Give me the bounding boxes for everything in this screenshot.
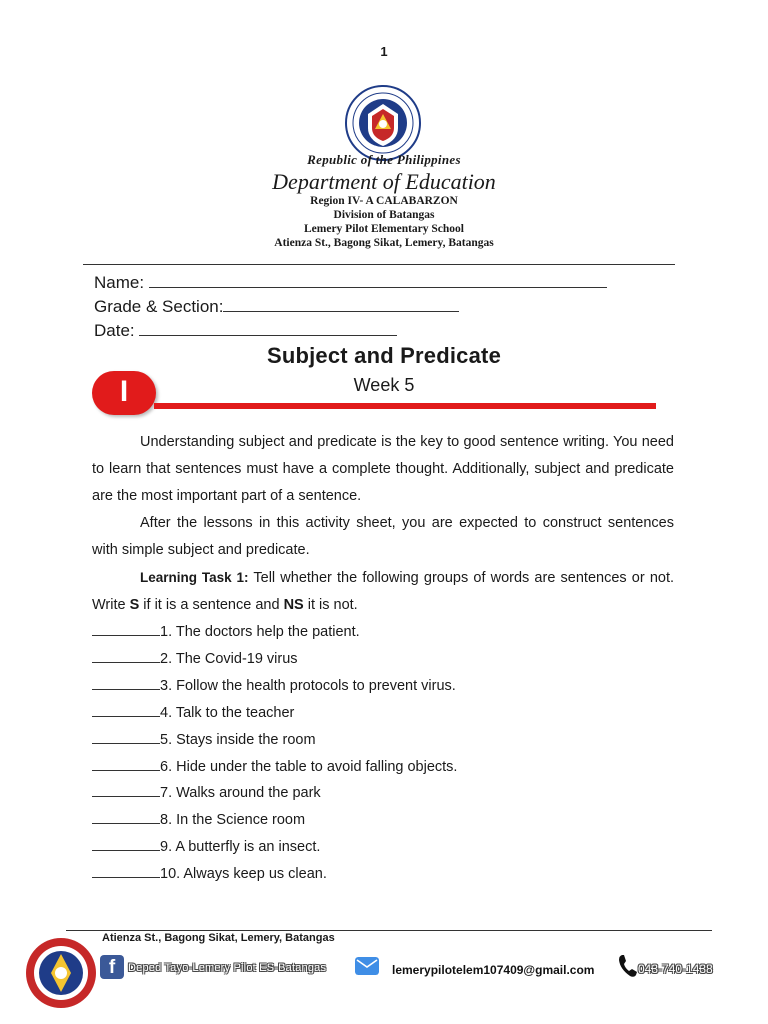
- mail-icon: [355, 957, 379, 975]
- answer-blank[interactable]: [92, 758, 160, 771]
- badge-letter: I: [119, 375, 129, 408]
- name-blank[interactable]: [149, 273, 607, 288]
- list-item: 2. The Covid-19 virus: [92, 650, 298, 667]
- page-number: 1: [380, 44, 388, 59]
- email-link[interactable]: lemerypilotelem107409@gmail.com: [392, 963, 595, 977]
- answer-blank[interactable]: [92, 838, 160, 851]
- answer-blank[interactable]: [92, 731, 160, 744]
- school-logo-icon: [24, 936, 98, 1010]
- list-item: 7. Walks around the park: [92, 784, 321, 801]
- task-label: Learning Task 1:: [140, 570, 249, 585]
- sentence-code: S: [129, 597, 140, 613]
- answer-blank[interactable]: [92, 865, 160, 878]
- task-instruction: Learning Task 1: Tell whether the following groups of words are sentences or not. Write S if it is a sentence and NS it is not.: [92, 570, 674, 613]
- worksheet-title: Subject and Predicate: [266, 343, 502, 368]
- date-label: Date:: [94, 321, 135, 340]
- footer-divider: [66, 930, 712, 931]
- list-item: 4. Talk to the teacher: [92, 704, 294, 721]
- answer-blank[interactable]: [92, 811, 160, 824]
- intro-paragraph-1: Understanding subject and predicate is the key to good sentence writing. You need to learn that sentences must have a complete thought. Additionally, subject and predicate are the most important part of a sentence.: [92, 434, 674, 504]
- list-item: 6. Hide under the table to avoid falling objects.: [92, 758, 457, 775]
- republic-heading: Republic of the Philippines: [307, 152, 461, 167]
- introduction-badge: [92, 371, 156, 415]
- phone-icon: [616, 953, 640, 979]
- answer-blank[interactable]: [92, 623, 160, 636]
- grade-section-field: [94, 297, 459, 317]
- answer-blank[interactable]: [92, 650, 160, 663]
- list-item: 1. The doctors help the patient.: [92, 623, 360, 640]
- intro-text: [92, 429, 674, 619]
- list-item: 10. Always keep us clean.: [92, 865, 327, 882]
- region-line: Region IV- A CALABARZON: [310, 195, 458, 207]
- deped-seal-icon: [344, 84, 422, 162]
- week-label: Week 5: [353, 375, 415, 395]
- answer-blank[interactable]: [92, 784, 160, 797]
- date-blank[interactable]: [139, 321, 397, 336]
- phone-number[interactable]: 043-740-1438: [638, 962, 713, 976]
- header-divider: [83, 264, 675, 265]
- name-label: Name:: [94, 273, 145, 292]
- list-item: 8. In the Science room: [92, 811, 305, 828]
- answer-blank[interactable]: [92, 677, 160, 690]
- grade-section-blank[interactable]: [223, 297, 459, 312]
- answer-blank[interactable]: [92, 704, 160, 717]
- list-item: 3. Follow the health protocols to prevent virus.: [92, 677, 456, 694]
- division-line: Division of Batangas: [333, 209, 435, 221]
- footer-address: Atienza St., Bagong Sikat, Lemery, Batangas: [102, 932, 335, 944]
- list-item: 9. A butterfly is an insect.: [92, 838, 320, 855]
- not-sentence-code: NS: [283, 597, 304, 613]
- list-item: 5. Stays inside the room: [92, 731, 316, 748]
- name-field: [94, 273, 607, 293]
- facebook-icon: f: [100, 955, 124, 979]
- grade-section-label: Grade & Section:: [94, 297, 224, 316]
- school-line: Lemery Pilot Elementary School: [303, 223, 464, 235]
- department-heading: Department of Education: [272, 169, 496, 194]
- date-field: [94, 321, 397, 341]
- facebook-page-link[interactable]: Deped Tayo-Lemery Pilot ES-Batangas: [128, 962, 327, 974]
- intro-paragraph-2: After the lessons in this activity sheet, you are expected to construct sentences with simple subject and predicate.: [92, 515, 674, 558]
- address-line: Atienza St., Bagong Sikat, Lemery, Batangas: [274, 237, 494, 249]
- title-red-bar: [154, 403, 656, 409]
